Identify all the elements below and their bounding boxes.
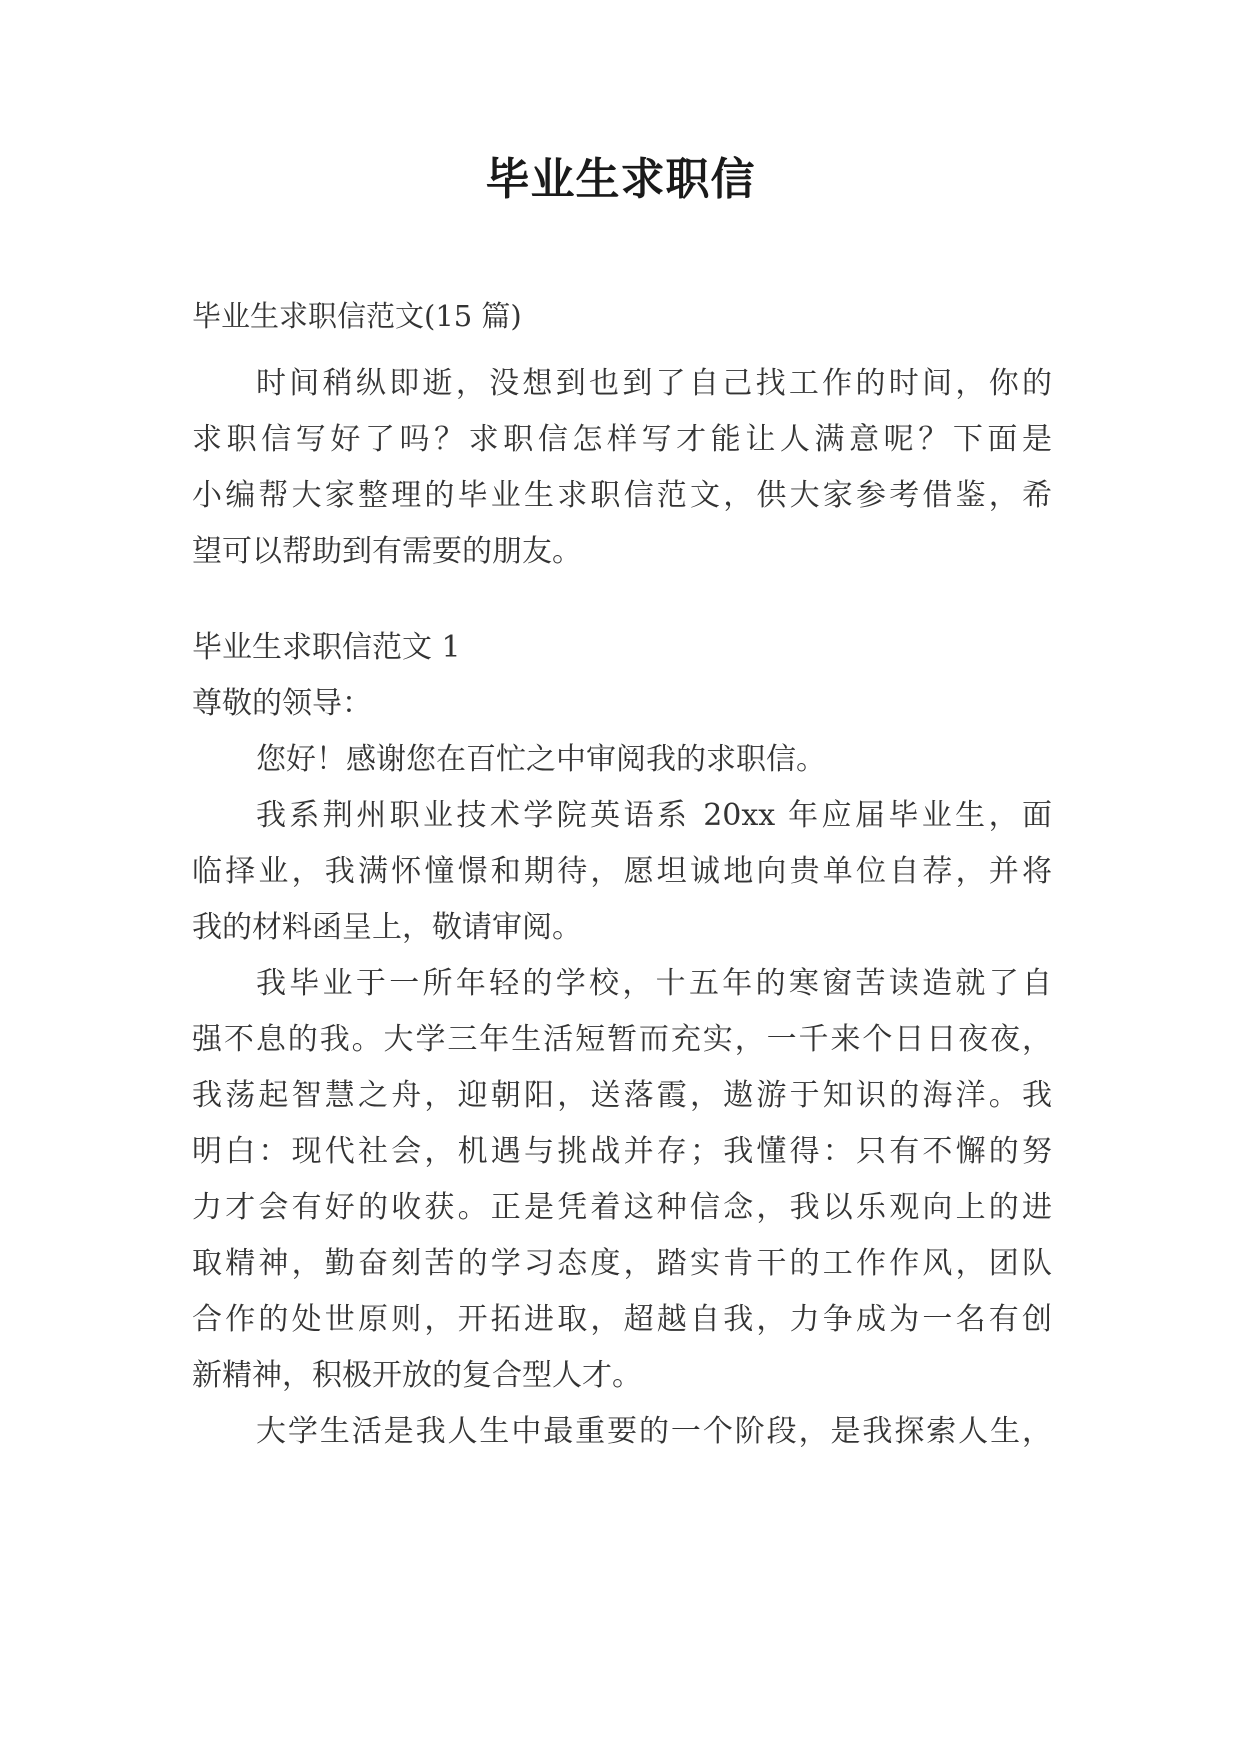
paragraph-line: 合作的处世原则，开拓进取，超越自我，力争成为一名有创 (192, 1302, 1052, 1337)
paragraph-line: 我的材料函呈上，敬请审阅。 (192, 910, 582, 945)
intro-line: 小编帮大家整理的毕业生求职信范文，供大家参考借鉴，希 (192, 478, 1052, 513)
paragraph-line: 我系荆州职业技术学院英语系 20xx 年应届毕业生，面 (256, 798, 1052, 833)
paragraph-line: 大学生活是我人生中最重要的一个阶段，是我探索人生， (256, 1414, 1052, 1449)
greeting-line: 您好！感谢您在百忙之中审阅我的求职信。 (256, 742, 826, 777)
section-heading: 毕业生求职信范文 1 (192, 630, 461, 665)
intro-line: 求职信写好了吗？求职信怎样写才能让人满意呢？下面是 (192, 422, 1052, 457)
document-subtitle: 毕业生求职信范文(15 篇) (192, 299, 522, 333)
paragraph-line: 取精神，勤奋刻苦的学习态度，踏实肯干的工作作风，团队 (192, 1246, 1052, 1281)
intro-line: 时间稍纵即逝，没想到也到了自己找工作的时间，你的 (256, 366, 1052, 401)
paragraph-line: 临择业，我满怀憧憬和期待，愿坦诚地向贵单位自荐，并将 (192, 854, 1052, 889)
paragraph-line: 我荡起智慧之舟，迎朝阳，送落霞，遨游于知识的海洋。我 (192, 1078, 1052, 1113)
paragraph-line: 力才会有好的收获。正是凭着这种信念，我以乐观向上的进 (192, 1190, 1052, 1225)
salutation: 尊敬的领导： (192, 686, 372, 721)
paragraph-line: 新精神，积极开放的复合型人才。 (192, 1358, 642, 1393)
paragraph-line: 明白：现代社会，机遇与挑战并存；我懂得：只有不懈的努 (192, 1134, 1052, 1169)
paragraph-line: 我毕业于一所年轻的学校，十五年的寒窗苦读造就了自 (256, 966, 1052, 1001)
document-title: 毕业生求职信 (485, 154, 756, 205)
intro-line: 望可以帮助到有需要的朋友。 (192, 534, 582, 569)
paragraph-line: 强不息的我。大学三年生活短暂而充实，一千来个日日夜夜， (192, 1022, 1052, 1057)
